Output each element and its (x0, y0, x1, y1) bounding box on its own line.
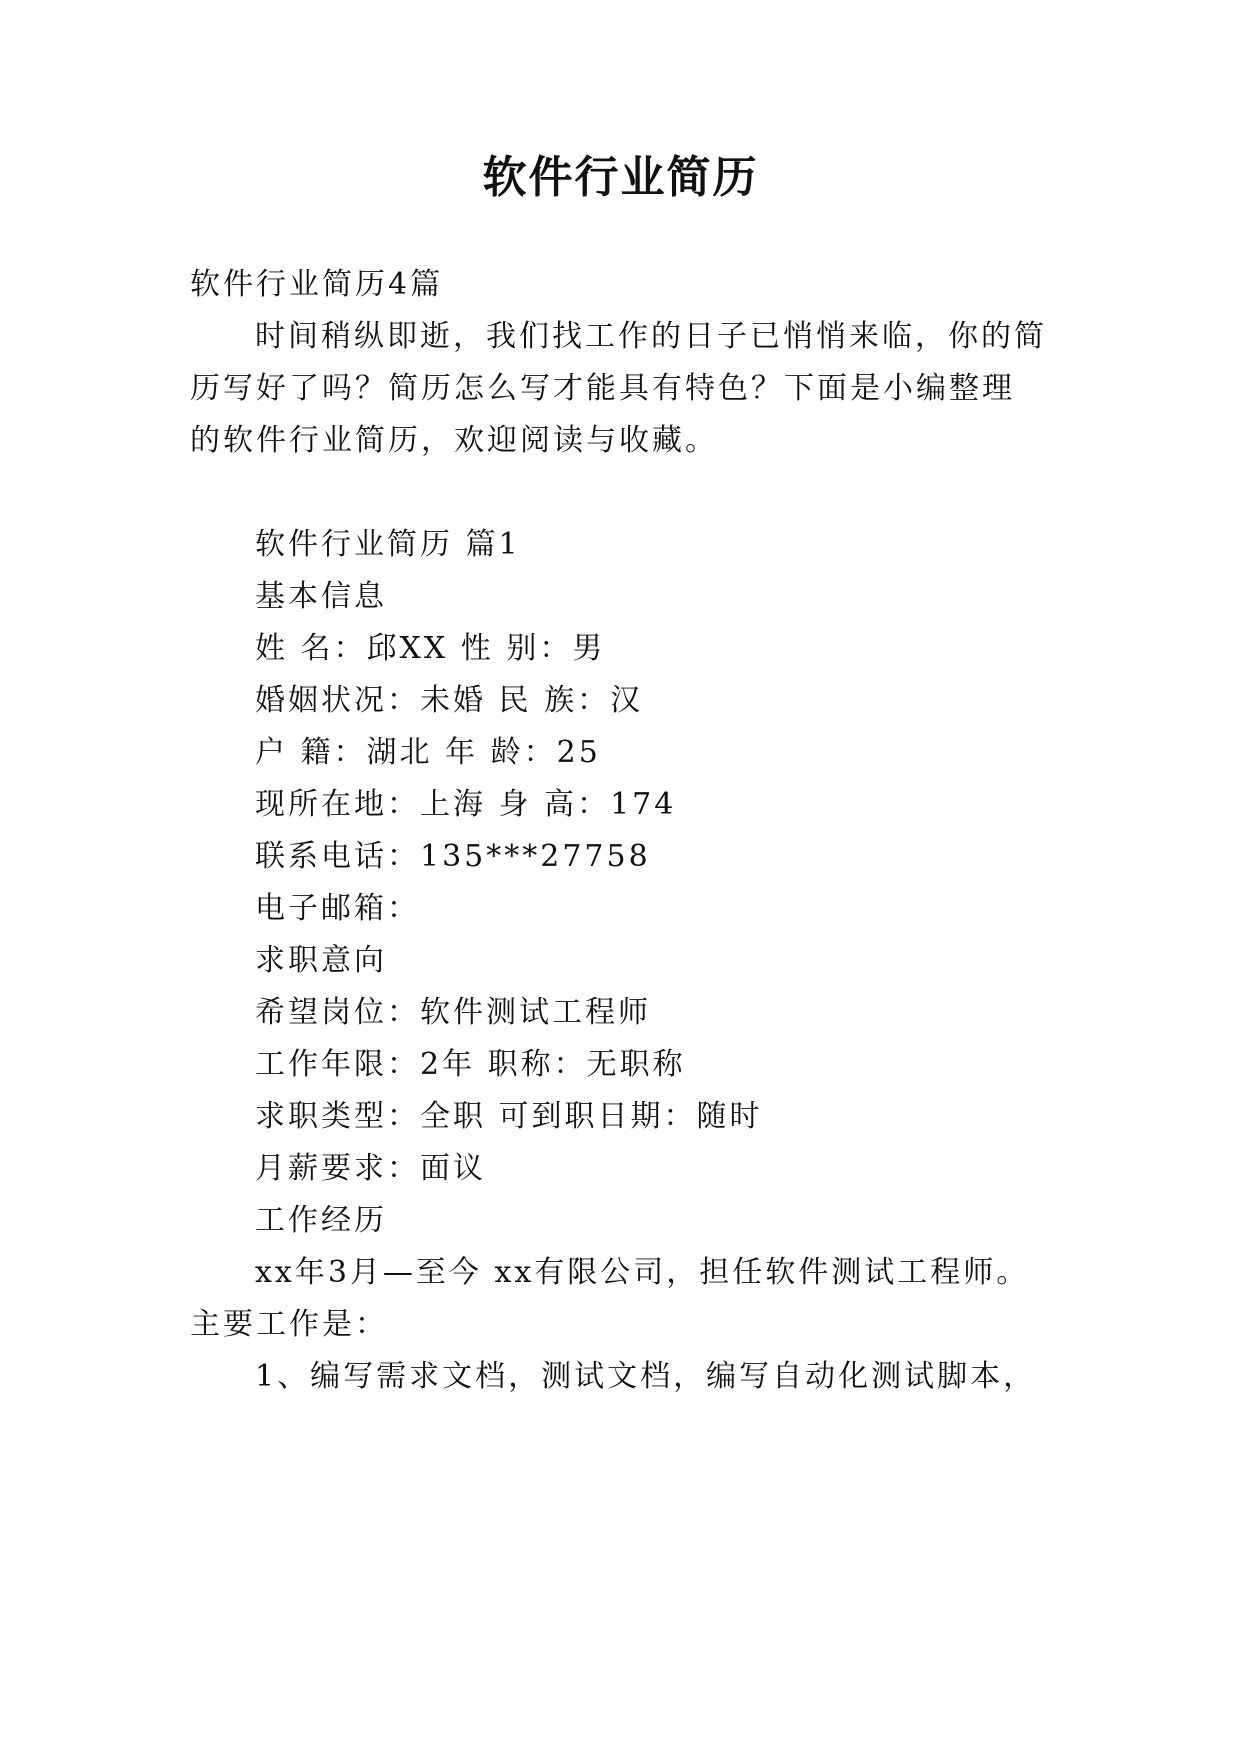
field-hukou-age: 户 籍：湖北 年 龄：25 (255, 735, 601, 770)
intro-line-1: 时间稍纵即逝，我们找工作的日子已悄悄来临，你的简 (255, 319, 1047, 354)
field-salary: 月薪要求：面议 (255, 1151, 486, 1186)
field-name-gender: 姓 名：邱XX 性 别：男 (255, 631, 606, 666)
document-subtitle: 软件行业简历4篇 (190, 267, 444, 302)
experience-line-1: xx年3月—至今 xx有限公司，担任软件测试工程师。 (255, 1255, 1030, 1290)
field-years-title: 工作年限：2年 职称：无职称 (255, 1047, 686, 1082)
document-title: 软件行业简历 (482, 152, 759, 203)
field-phone: 联系电话：135***27758 (255, 839, 651, 874)
intro-line-3: 的软件行业简历，欢迎阅读与收藏。 (190, 423, 718, 458)
duty-line-1: 1、编写需求文档，测试文档，编写自动化测试脚本， (255, 1359, 1037, 1394)
experience-line-2: 主要工作是： (190, 1307, 388, 1342)
field-email: 电子邮箱： (255, 891, 420, 926)
field-desired-position: 希望岗位：软件测试工程师 (255, 995, 651, 1030)
field-marital-ethnicity: 婚姻状况：未婚 民 族：汉 (255, 683, 644, 718)
intention-heading: 求职意向 (255, 943, 387, 978)
section-heading: 软件行业简历 篇1 (255, 527, 521, 562)
field-job-type: 求职类型：全职 可到职日期：随时 (255, 1099, 763, 1134)
field-location-height: 现所在地：上海 身 高：174 (255, 787, 677, 822)
basic-info-heading: 基本信息 (255, 579, 387, 614)
intro-line-2: 历写好了吗？简历怎么写才能具有特色？下面是小编整理 (190, 371, 1015, 406)
experience-heading: 工作经历 (255, 1203, 387, 1238)
